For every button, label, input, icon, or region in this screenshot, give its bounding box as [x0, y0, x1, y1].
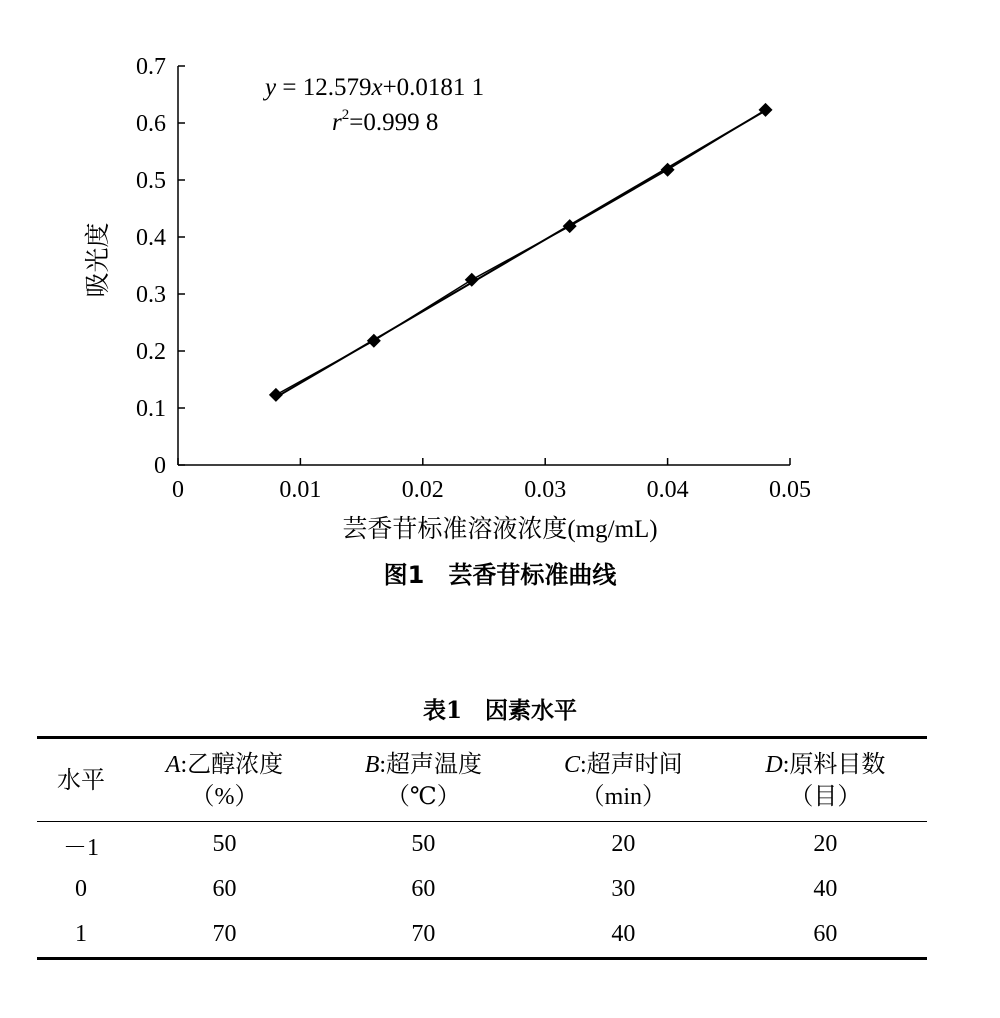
- y-tick-label: 0.2: [136, 339, 166, 365]
- table-cell: 50: [212, 831, 237, 857]
- header-factor-d: D:原料目数 （目）: [724, 738, 927, 822]
- data-point: [269, 388, 283, 402]
- table-header-row: [37, 738, 927, 822]
- y-axis-label: 吸光度: [85, 222, 112, 298]
- x-tick-label: 0.01: [279, 477, 322, 503]
- y-tick-label: 0.3: [136, 282, 166, 308]
- header-factor-b: B:超声温度 （℃）: [324, 738, 523, 822]
- table-cell: 20: [611, 831, 636, 857]
- x-tick-label: 0.03: [524, 477, 567, 503]
- table-row: [37, 912, 927, 959]
- table-cell: 60: [212, 876, 237, 902]
- table-row: [37, 822, 927, 868]
- table-cell: 0: [75, 876, 87, 902]
- table-caption: 表1 因素水平: [422, 697, 577, 724]
- y-tick-label: 0.5: [136, 168, 166, 194]
- y-tick-label: 0.4: [136, 225, 166, 251]
- table-cell: －1: [63, 835, 99, 861]
- header-level: 水平: [37, 738, 125, 822]
- x-axis-label: 芸香苷标准溶液浓度(mg/mL): [342, 516, 658, 543]
- r-squared-label: $r^2=0.999$ 8: [332, 107, 439, 136]
- table-cell: 60: [813, 921, 838, 947]
- y-tick-label: 0: [154, 453, 166, 479]
- data-point: [759, 103, 773, 117]
- figure-caption: 图1 芸香苷标准曲线: [383, 561, 617, 589]
- table-cell: 70: [212, 921, 237, 947]
- x-tick-label: 0.04: [646, 477, 689, 503]
- table-cell: 60: [411, 876, 436, 902]
- x-tick-label: 0.02: [401, 477, 444, 503]
- table-cell: 40: [611, 921, 636, 947]
- y-tick-label: 0.6: [136, 111, 166, 137]
- table-row: [37, 867, 927, 912]
- regression-equation: y = 12.579x+0.0181 1: [265, 74, 485, 101]
- header-factor-a: A:乙醇浓度 （%）: [125, 738, 324, 822]
- table-cell: 40: [813, 876, 838, 902]
- table-cell: 1: [75, 921, 87, 947]
- x-tick-label: 0: [172, 477, 184, 503]
- data-point: [367, 334, 381, 348]
- table-cell: 50: [411, 831, 436, 857]
- y-tick-label: 0.1: [136, 396, 166, 422]
- table-cell: 30: [611, 876, 636, 902]
- x-tick-label: 0.05: [769, 477, 811, 503]
- header-factor-c: C:超声时间 （min）: [523, 738, 724, 822]
- y-tick-label: 0.7: [136, 54, 166, 80]
- table-cell: 70: [411, 921, 436, 947]
- table-cell: 20: [813, 831, 838, 857]
- factor-level-table: [37, 736, 927, 960]
